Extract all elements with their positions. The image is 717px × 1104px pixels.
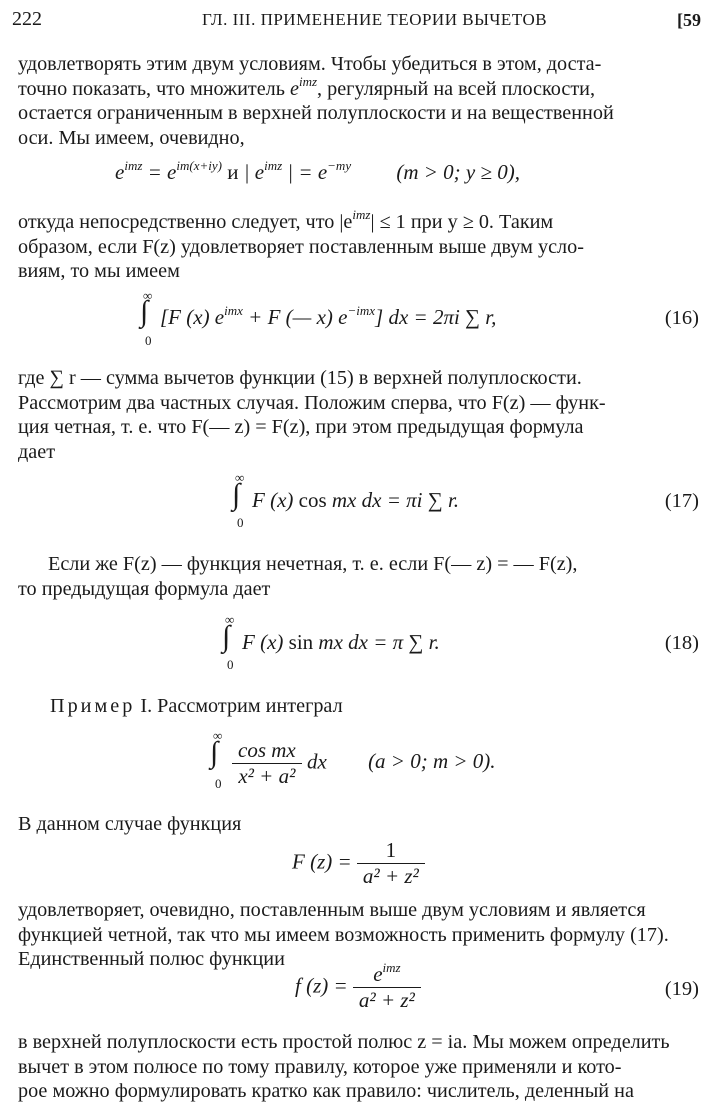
text-line: рое можно формулировать кратко как правило: числитель, деленный на: [18, 1080, 634, 1102]
fraction: $\frac{\text{cos mx}}{\text{x² + a²}}$: [232, 738, 302, 789]
running-title: ГЛ. III. ПРИМЕНЕНИЕ ТЕОРИИ ВЫЧЕТОВ: [202, 10, 548, 29]
page-header: [12, 8, 707, 38]
text-line: удовлетворяет, очевидно, поставленным выше двум условиям и является: [18, 899, 646, 921]
text-line: оси. Мы имеем, очевидно,: [18, 126, 245, 149]
paragraph-3: [18, 366, 698, 464]
fraction: $\frac{1}{\text{a² + z²}}$: [357, 838, 425, 889]
text-line: то предыдущая формула дает: [18, 577, 271, 600]
equation-number: (18): [664, 632, 699, 654]
paragraph-7: [18, 1030, 698, 1104]
equation-exp-bound: $e^{imz} = e^{im(x+iy)}$ и | $e^{imz}$ | = $e^{-my}$ (m > 0; y ≥ 0),: [115, 158, 521, 184]
section-mark: [59: [677, 10, 701, 30]
text-line: ция четная, т. е. что F(— z) = F(z), при этом предыдущая формула: [18, 416, 584, 438]
equation-number: (17): [664, 490, 699, 512]
paragraph-4: [18, 552, 698, 601]
text-line: Если же F(z) — функция нечетная, т. е. если F(— z) = — F(z),: [48, 553, 578, 575]
text-line: остается ограниченным в верхней полуплоскости и на вещественной: [18, 102, 614, 124]
text-line: Единственный полюс функции: [18, 948, 285, 970]
text-line: Рассмотрим два частных случая. Положим сперва, что F(z) — функ-: [18, 391, 606, 414]
text-line: в верхней полуплоскости есть простой полюс z = ia. Мы можем определить: [18, 1031, 670, 1053]
example-heading: [50, 694, 650, 719]
page-number: 222: [12, 8, 42, 30]
equation-F-definition: F (z) = $\frac{1}{\text{a² + z²}}$: [292, 838, 425, 889]
paragraph-2: [18, 207, 698, 284]
paragraph-6: [18, 898, 698, 972]
text-line: виям, то мы имеем: [18, 260, 180, 282]
text-line: точно показать, что множитель $e^{imz}$, регулярный на всей плоскости,: [18, 73, 596, 100]
example-label: Пример: [50, 695, 136, 717]
text-line: откуда непосредственно следует, что $|e^{imz}| \le 1$ при y ≥ 0. Таким: [18, 207, 554, 233]
text-line: вычет в этом полюсе по тому правилу, которое уже применяли и кото-: [18, 1055, 622, 1078]
text-line: образом, если F(z) удовлетворяет поставленным выше двум усло-: [18, 235, 584, 258]
example-text: I. Рассмотрим интеграл: [140, 695, 343, 717]
text-line: где ∑ r — сумма вычетов функции (15) в верхней полуплоскости.: [18, 367, 582, 389]
text-line: функцией четной, так что мы имеем возможность применить формулу (17).: [18, 923, 669, 946]
fraction: $\frac{e^{imz}}{\text{a² + z²}}$: [353, 962, 421, 1013]
paragraph-1: [18, 52, 698, 150]
paragraph-5: [18, 812, 698, 837]
equation-number: (16): [664, 307, 699, 329]
text-line: удовлетворять этим двум условиям. Чтобы убедиться в этом, доста-: [18, 53, 602, 75]
text-line: В данном случае функция: [18, 813, 242, 835]
text-line: дает: [18, 440, 56, 463]
equation-number: (19): [664, 978, 699, 1000]
